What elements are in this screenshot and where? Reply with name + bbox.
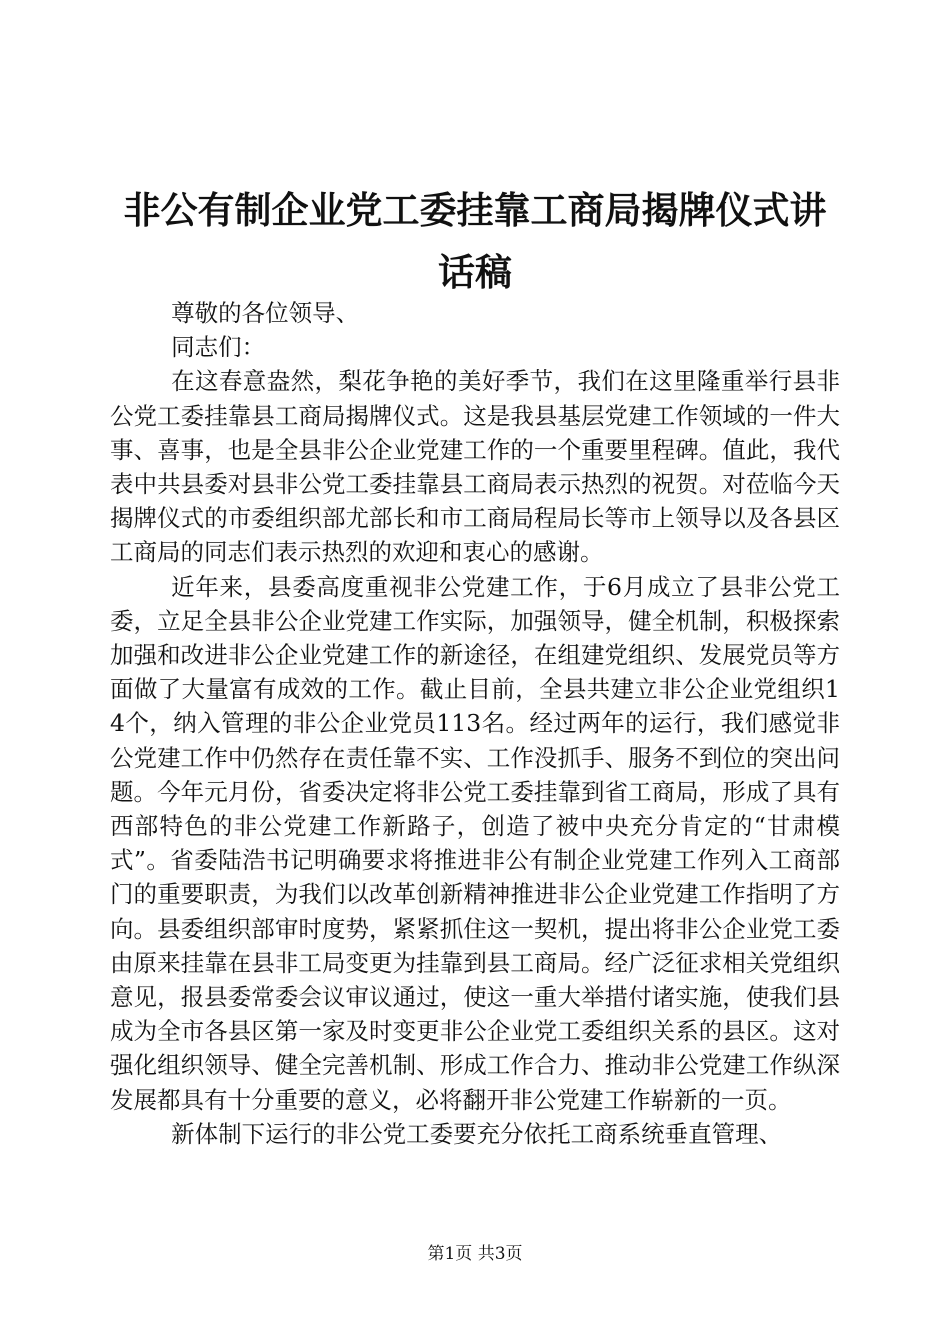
body-paragraph: 新体制下运行的非公党工委要充分依托工商系统垂直管理、 (171, 1119, 783, 1148)
body-paragraph: 在这春意盎然，梨花争艳的美好季节，我们在这里隆重举行县非公党工委挂靠县工商局揭牌仪式。这是我县基层党建工作领域的一件大事、喜事，也是全县非公企业党建工作的一个重要里程碑。值此，我代表中共县委对县非公党工委挂靠县工商局表示热烈的祝贺。对莅临今天揭牌仪式的市委组织部尤部长和市工商局程局长等市上领导以及各县区工商局的同志们表示热烈的欢迎和衷心的感谢。 (110, 367, 840, 567)
greeting-line: 同志们： (171, 333, 266, 362)
document-body (110, 296, 840, 1151)
body-paragraph: 近年来，县委高度重视非公党建工作，于6月成立了县非公党工委，立足全县非公企业党建工作实际，加强领导，健全机制，积极探索加强和改进非公企业党建工作的新途径，在组建党组织、发展党员等方面做了大量富有成效的工作。截止目前，全县共建立非公企业党组织14个，纳入管理的非公企业党员113名。经过两年的运行，我们感觉非公党建工作中仍然存在责任靠不实、工作没抓手、服务不到位的突出问题。今年元月份，省委决定将非公党工委挂靠到省工商局，形成了具有西部特色的非公党建工作新路子，创造了被中央充分肯定的“甘肃模式”。省委陆浩书记明确要求将推进非公有制企业党建工作列入工商部门的重要职责，为我们以改革创新精神推进非公企业党建工作指明了方向。县委组织部审时度势，紧紧抓住这一契机，提出将非公企业党工委由原来挂靠在县非工局变更为挂靠到县工商局。经广泛征求相关党组织意见，报县委常委会议审议通过，使这一重大举措付诸实施，使我们县成为全市各县区第一家及时变更非公企业党工委组织关系的县区。这对强化组织领导、健全完善机制、形成工作合力、推动非公党建工作纵深发展都具有十分重要的意义，必将翻开非公党建工作崭新的一页。 (110, 572, 840, 1114)
greeting-line: 尊敬的各位领导、 (171, 299, 360, 327)
page-number-footer: 第1页 共3页 (427, 1244, 523, 1264)
document-title: 非公有制企业党工委挂靠工商局揭牌仪式讲话稿 (123, 189, 827, 294)
